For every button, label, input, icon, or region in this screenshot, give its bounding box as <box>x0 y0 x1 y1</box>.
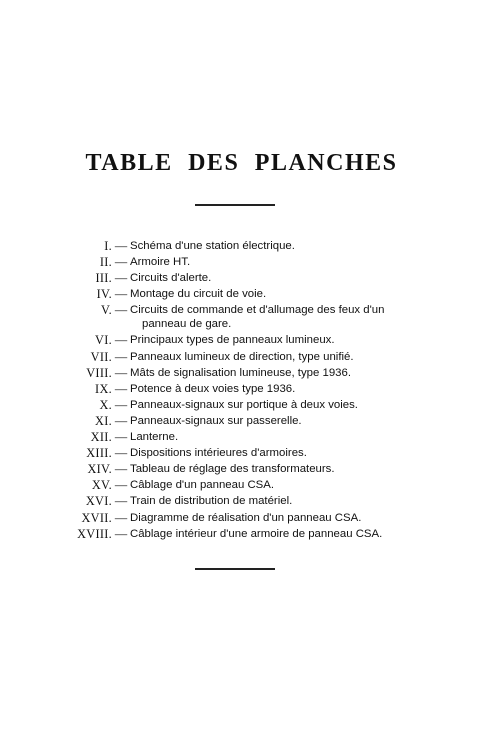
plate-number: I. <box>104 239 112 253</box>
plate-caption-text: Panneaux lumineux de direction, type unifié. <box>130 350 354 363</box>
plate-caption-text: Câblage intérieur d'une armoire de panneau CSA. <box>130 527 383 540</box>
list-item <box>0 477 483 493</box>
plate-caption <box>130 238 415 254</box>
plate-number: XII. <box>90 430 112 445</box>
separator-dash: — <box>114 255 128 270</box>
plate-caption-text: Circuits d'alerte. <box>130 272 212 285</box>
list-item <box>0 445 483 461</box>
separator-dash: — <box>114 478 128 493</box>
plate-number: V. <box>101 303 112 318</box>
list-item <box>0 332 483 348</box>
plate-caption-text: Potence à deux voies type 1936. <box>130 382 296 395</box>
plate-number: VII. <box>90 349 112 364</box>
list-item <box>0 349 483 365</box>
plate-caption <box>130 493 415 509</box>
plate-caption-text: Lanterne. <box>130 431 179 444</box>
plate-caption <box>130 445 415 461</box>
plate-caption <box>130 302 415 332</box>
separator-dash: — <box>114 271 128 286</box>
plate-number: IV. <box>96 287 112 302</box>
plate-caption <box>130 254 415 270</box>
plate-number: XVII. <box>81 510 112 525</box>
plate-caption-text: Mâts de signalisation lumineuse, type 1936. <box>130 366 351 379</box>
plate-caption-text: Train de distribution de matériel. <box>130 495 293 508</box>
plate-number: XV. <box>91 478 112 493</box>
separator-dash: — <box>114 397 128 412</box>
plate-number: XVI. <box>85 494 112 509</box>
plate-number: III. <box>95 271 112 286</box>
plate-caption <box>130 270 415 286</box>
list-item <box>0 461 483 477</box>
list-item <box>0 381 483 397</box>
plate-number: X. <box>99 397 112 412</box>
plate-caption <box>130 413 415 429</box>
plate-caption <box>130 461 415 477</box>
plate-number: IX. <box>95 381 112 396</box>
plate-caption <box>130 381 415 397</box>
plate-caption <box>130 286 415 302</box>
separator-dash: — <box>114 446 128 461</box>
plates-list <box>0 238 483 542</box>
page-title: TABLE DES PLANCHES <box>85 150 398 176</box>
plate-caption-text: Armoire HT. <box>130 256 191 269</box>
plate-caption <box>130 429 415 445</box>
list-item <box>0 238 483 254</box>
separator-dash: — <box>114 287 128 302</box>
plate-caption-text: Montage du circuit de voie. <box>130 288 267 301</box>
plate-caption-continuation: panneau de gare. <box>142 318 232 331</box>
separator-dash: — <box>114 494 128 509</box>
separator-dash: — <box>114 333 128 348</box>
plate-number: XIV. <box>87 462 112 477</box>
list-item <box>0 429 483 445</box>
plate-caption <box>130 365 415 381</box>
list-item <box>0 413 483 429</box>
plate-caption-text: Câblage d'un panneau CSA. <box>130 479 275 492</box>
list-item <box>0 493 483 509</box>
plate-caption-text: Panneaux-signaux sur portique à deux voies. <box>130 398 358 411</box>
list-item <box>0 397 483 413</box>
list-item <box>0 286 483 302</box>
separator-dash: — <box>114 413 128 428</box>
plate-number: VI. <box>95 333 112 348</box>
plate-caption <box>130 477 415 493</box>
plate-caption-text: Diagramme de réalisation d'un panneau CSA. <box>130 511 362 524</box>
plate-caption-text: Principaux types de panneaux lumineux. <box>130 334 335 347</box>
separator-dash: — <box>114 430 128 445</box>
plate-caption <box>130 332 415 348</box>
plate-caption-text: Schéma d'une station électrique. <box>130 240 295 252</box>
plate-number: XI. <box>95 413 112 428</box>
plate-number: XIII. <box>86 446 112 461</box>
plate-caption <box>130 349 415 365</box>
separator-dash: — <box>114 365 128 380</box>
list-item <box>0 270 483 286</box>
list-item <box>0 302 483 332</box>
list-item <box>0 526 483 542</box>
closing-divider <box>195 568 275 570</box>
title-divider <box>195 204 275 206</box>
plate-caption-text: Tableau de réglage des transformateurs. <box>130 463 335 476</box>
plate-caption-text: Dispositions intérieures d'armoires. <box>130 447 307 460</box>
plate-caption <box>130 526 415 542</box>
plate-number: II. <box>99 255 112 270</box>
list-item <box>0 510 483 526</box>
separator-dash: — <box>114 462 128 477</box>
plate-caption-text: Panneaux-signaux sur passerelle. <box>130 414 302 427</box>
separator-dash: — <box>114 303 128 318</box>
plate-number: XVIII. <box>77 526 112 541</box>
plate-number: VIII. <box>86 365 112 380</box>
separator-dash: — <box>114 349 128 364</box>
plate-caption <box>130 510 415 526</box>
list-item <box>0 254 483 270</box>
plate-caption-text: Circuits de commande et d'allumage des feux d'un <box>130 304 385 317</box>
separator-dash: — <box>114 526 128 541</box>
list-item <box>0 365 483 381</box>
plate-caption <box>130 397 415 413</box>
separator-dash: — <box>114 239 128 253</box>
separator-dash: — <box>114 381 128 396</box>
separator-dash: — <box>114 510 128 525</box>
